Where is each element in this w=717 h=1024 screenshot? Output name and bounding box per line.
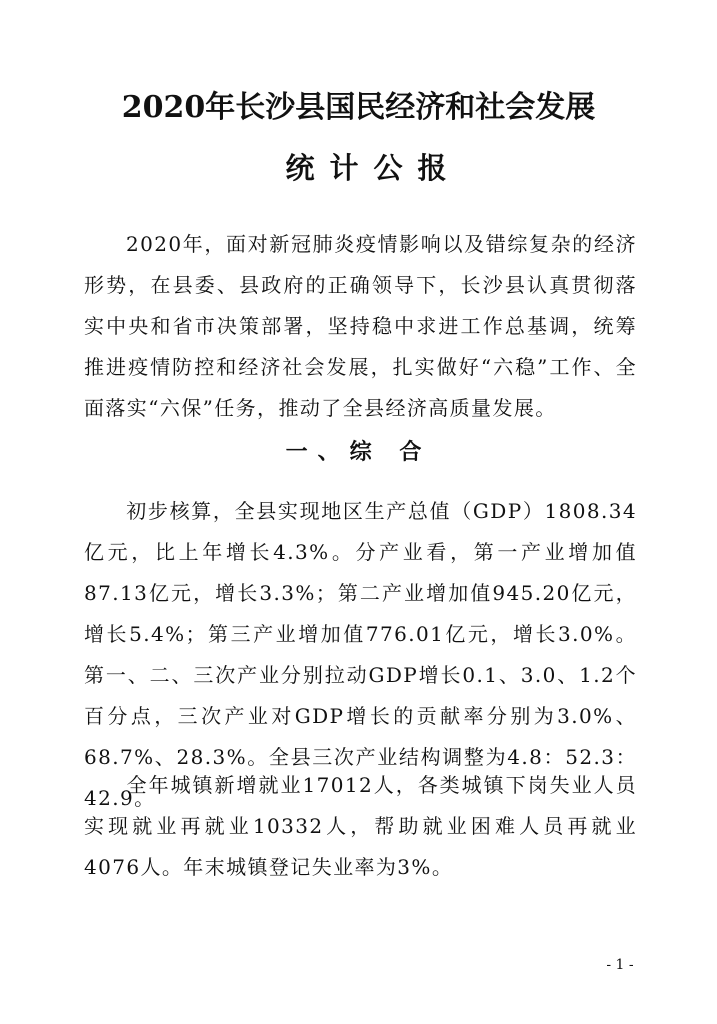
employment-text: 全年城镇新增就业17012人，各类城镇下岗失业人员实现就业再就业10332人，帮助就业困难人员再就业4076人。年末城镇登记失业率为3%。 <box>84 773 637 879</box>
section-heading: 一、综 合 <box>285 439 432 465</box>
document-title: 2020年长沙县国民经济和社会发展 <box>121 90 596 125</box>
employment-paragraph <box>84 765 637 888</box>
gdp-text: 初步核算，全县实现地区生产总值（GDP）1808.34亿元，比上年增长4.3%。分产业看，第一产业增加值87.13亿元，增长3.3%；第二产业增加值945.20亿元，增长5.4%；第三产业增加值776.01亿元，增长3.0%。第一、二、三次产业分别拉动GDP增长0.1、3.0、1.2个百分点，三次产业对GDP增长的贡献率分别为3.0%、68.7%、28.3%。全县三次产业结构调整为4.8：52.3：42.9。 <box>84 499 637 810</box>
intro-paragraph <box>84 224 637 429</box>
document-subtitle: 统计公报 <box>285 151 462 185</box>
intro-text: 2020年，面对新冠肺炎疫情影响以及错综复杂的经济形势，在县委、县政府的正确领导下，长沙县认真贯彻落实中央和省市决策部署，坚持稳中求进工作总基调，统筹推进疫情防控和经济社会发展，扎实做好“六稳”工作、全面落实“六保”任务，推动了全县经济高质量发展。 <box>84 232 637 420</box>
page-number: - 1 - <box>606 957 634 973</box>
